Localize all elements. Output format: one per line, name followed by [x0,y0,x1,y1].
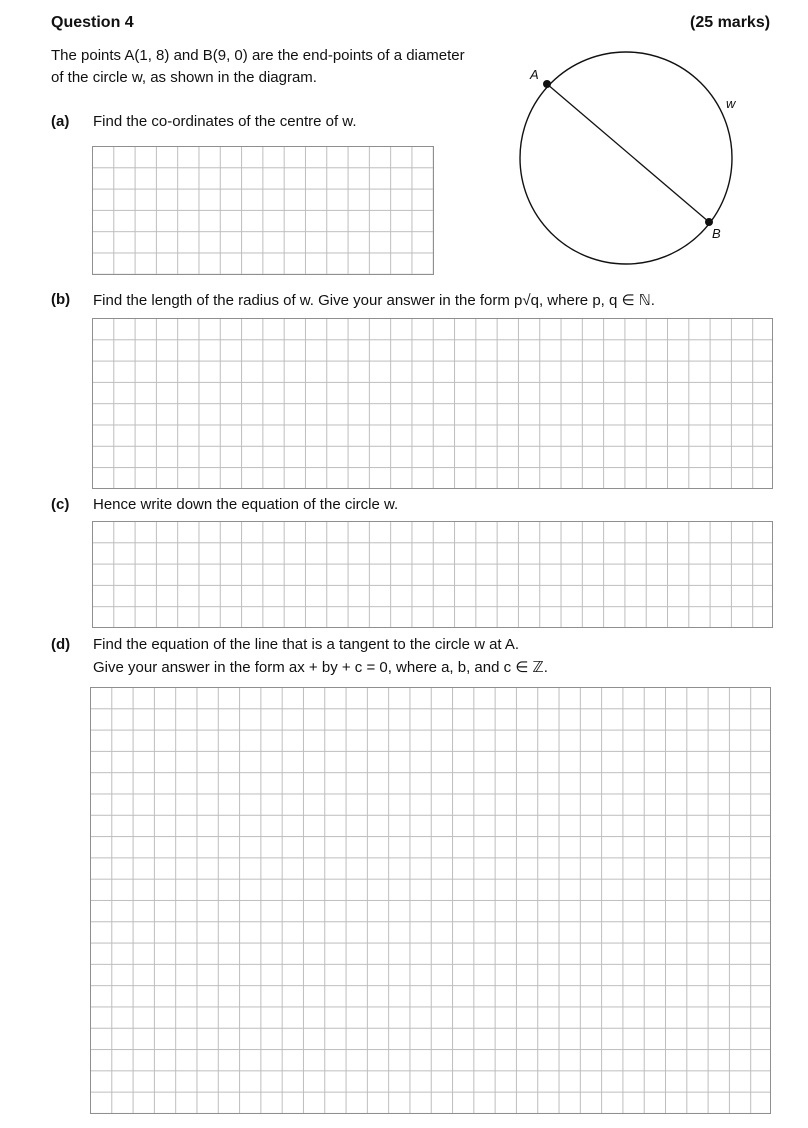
point-b [705,218,713,226]
part-c-text: Hence write down the equation of the circle w. [93,496,399,513]
answer-grid-b[interactable] [92,318,773,489]
intro-line-2: of the circle w, as shown in the diagram. [51,69,317,86]
diameter-ab [547,84,709,222]
part-d-text-1: Find the equation of the line that is a tangent to the circle w at A. [93,636,520,653]
question-title: Question 4 [51,14,134,31]
circle-w [520,52,732,264]
marks-label: (25 marks) [690,14,771,31]
intro-line-1: The points A(1, 8) and B(9, 0) are the end-points of a diameter [51,47,465,64]
point-a [543,80,551,88]
part-a-label: (a) [51,113,70,130]
circle-diagram [500,40,760,280]
answer-grid-d[interactable] [90,687,771,1114]
part-b-text: Find the length of the radius of w. Give your answer in the form p√q, where p, q ∈ ℕ. [93,292,655,309]
part-d-label: (d) [51,636,71,653]
part-c-label: (c) [51,496,70,513]
part-b-label: (b) [51,291,71,308]
part-d-text-2: Give your answer in the form ax + by + c = 0, where a, b, and c ∈ ℤ. [93,659,548,676]
label-a: A [530,67,539,82]
part-a-text: Find the co-ordinates of the centre of w. [93,113,357,130]
answer-grid-a[interactable] [92,146,434,275]
answer-grid-c[interactable] [92,521,773,628]
label-w: w [726,96,736,111]
label-b: B [712,226,721,241]
